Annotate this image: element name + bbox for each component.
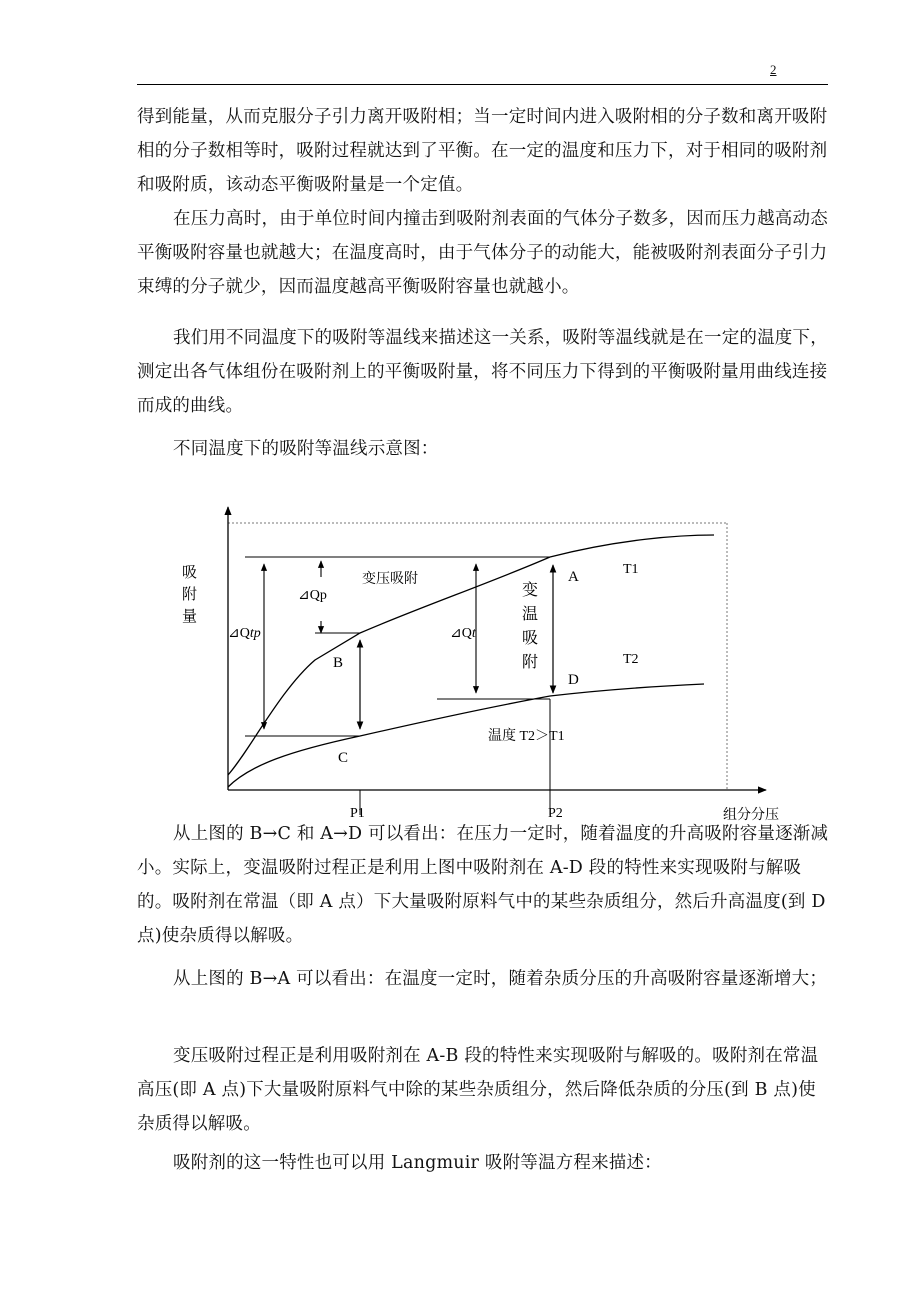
paragraph-5: 从上图的 B→C 和 A→D 可以看出：在压力一定时，随着温度的升高吸附容量逐渐减小。实际上，变温吸附过程正是利用上图中吸附剂在 A-D 段的特性来实现吸附与解吸的。吸附剂在常温（即 A 点）下大量吸附原料气中的某些杂质组分，然后升高温度(到 D 点)使杂质得以解吸。 [137,824,829,946]
temperature-swing-label-2: 温 [522,606,539,623]
delta-qp-label: ⊿Qp [298,588,327,603]
temperature-swing-label-4: 附 [522,654,539,671]
point-b-label: B [333,655,344,671]
paragraph-7: 变压吸附过程正是利用吸附剂在 A-B 段的特性来实现吸附与解吸的。吸附剂在常温高压(即 A 点)下大量吸附原料气中除的某些杂质组分，然后降低杂质的分压(到 B 点)使杂质得以解吸。 [137,1046,819,1134]
point-c-label: C [338,750,349,766]
adsorption-isotherm-diagram [170,495,790,835]
pressure-swing-label: 变压吸附 [362,572,418,587]
delta-qt-label: ⊿Qt [450,626,476,641]
y-axis-label-1: 吸 [182,565,198,581]
x-tick-p1: P1 [350,806,365,821]
temperature-note: 温度 T2＞T1 [488,729,565,744]
paragraph-2: 在压力高时，由于单位时间内撞击到吸附剂表面的气体分子数多，因而压力越高动态平衡吸附容量也就越大；在温度高时，由于气体分子的动能大，能被吸附剂表面分子引力束缚的分子就少，因而温度越高平衡吸附容量也就越小。 [137,209,828,297]
x-axis-label: 组分分压 [723,808,779,823]
point-a-label: A [568,569,579,585]
paragraph-8: 吸附剂的这一特性也可以用 Langmuir 吸附等温方程来描述： [173,1153,662,1173]
temperature-swing-label-3: 吸 [522,630,539,647]
y-axis-label-3: 量 [182,609,198,625]
isotherm-t1-curve [228,535,714,775]
curve-t2-label: T2 [623,652,639,667]
point-d-label: D [568,672,579,688]
header-rule [137,84,828,85]
paragraph-6: 从上图的 B→A 可以看出：在温度一定时，随着杂质分压的升高吸附容量逐渐增大； [173,969,828,989]
x-tick-p2: P2 [548,806,563,821]
delta-qtp-label: ⊿Qtp [228,626,261,641]
page-number: 2 [770,62,777,77]
paragraph-1: 得到能量，从而克服分子引力离开吸附相；当一定时间内进入吸附相的分子数和离开吸附相的分子数相等时，吸附过程就达到了平衡。在一定的温度和压力下，对于相同的吸附剂和吸附质，该动态平衡吸附量是一个定值。 [137,107,828,195]
curve-t1-label: T1 [623,562,639,577]
paragraph-3: 我们用不同温度下的吸附等温线来描述这一关系，吸附等温线就是在一定的温度下，测定出各气体组份在吸附剂上的平衡吸附量，将不同压力下得到的平衡吸附量用曲线连接而成的曲线。 [137,328,828,416]
temperature-swing-label-1: 变 [522,582,539,599]
paragraph-4: 不同温度下的吸附等温线示意图： [173,439,439,459]
y-axis-label-2: 附 [182,587,198,603]
